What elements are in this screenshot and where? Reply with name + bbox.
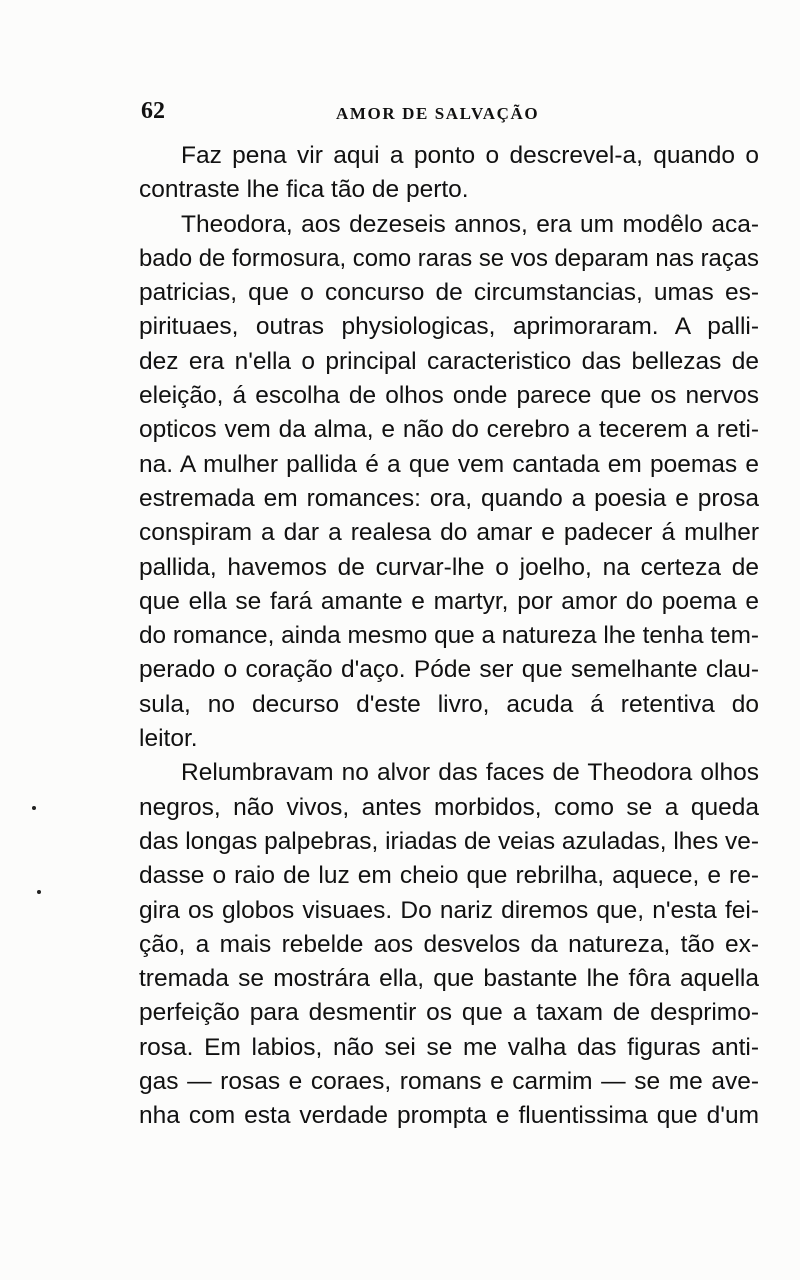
- text-line: estremada em romances: ora, quando a poesia e prosa: [139, 484, 759, 512]
- text-line: sula, no decurso d'este livro, acuda á retentiva do: [139, 690, 759, 718]
- text-line: leitor.: [139, 725, 198, 753]
- text-line: que ella se fará amante e martyr, por amor do poema e: [139, 587, 759, 615]
- text-line: conspiram a dar a realesa do amar e padecer á mulher: [139, 519, 759, 547]
- text-line: das longas palpebras, iriadas de veias azuladas, lhes ve-: [139, 827, 759, 855]
- text-line: bado de formosura, como raras se vos deparam nas raças: [139, 244, 759, 272]
- text-line: patricias, que o concurso de circumstancias, umas es-: [139, 279, 759, 307]
- text-line: pallida, havemos de curvar-lhe o joelho, na certeza de: [139, 553, 759, 581]
- text-line: gas — rosas e coraes, romans e carmim — se me ave-: [139, 1068, 759, 1096]
- body-text: [139, 139, 759, 1134]
- page-header: [141, 98, 761, 128]
- text-line: negros, não vivos, antes morbidos, como se a queda: [139, 793, 759, 821]
- text-line: Faz pena vir aqui a ponto o descrevel-a, quando o: [181, 142, 759, 169]
- text-line: do romance, ainda mesmo que a natureza lhe tenha tem-: [139, 622, 760, 650]
- text-line: opticos vem da alma, e não do cerebro a tecerem a reti-: [139, 416, 759, 444]
- print-speck: [37, 890, 41, 894]
- text-line: gira os globos visuaes. Do nariz diremos que, n'esta fei-: [139, 896, 759, 924]
- text-line: contraste lhe fica tão de perto.: [139, 176, 469, 204]
- page-number: 62: [141, 98, 165, 124]
- text-line: Theodora, aos dezeseis annos, era um modêlo aca-: [181, 210, 759, 238]
- text-line: ção, a mais rebelde aos desvelos da natureza, tão ex-: [139, 930, 759, 958]
- print-speck: [32, 806, 36, 810]
- text-line: perfeição para desmentir os que a taxam de desprimo-: [139, 999, 759, 1027]
- text-line: eleição, á escolha de olhos onde parece que os nervos: [139, 382, 759, 410]
- text-line: na. A mulher pallida é a que vem cantada em poemas e: [139, 450, 759, 478]
- text-line: pirituaes, outras physiologicas, aprimoraram. A palli-: [139, 313, 759, 341]
- text-line: dez era n'ella o principal caracteristico das bellezas de: [139, 347, 759, 375]
- text-line: tremada se mostrára ella, que bastante lhe fôra aquella: [139, 965, 759, 993]
- text-line: dasse o raio de luz em cheio que rebrilha, aquece, e re-: [139, 862, 759, 890]
- text-line: Relumbravam no alvor das faces de Theodora olhos: [181, 759, 759, 787]
- text-line: nha com esta verdade prompta e fluentissima que d'um: [139, 1102, 759, 1130]
- text-line: rosa. Em labios, não sei se me valha das figuras anti-: [139, 1033, 759, 1061]
- text-line: perado o coração d'aço. Póde ser que semelhante clau-: [139, 656, 759, 684]
- running-head: AMOR DE SALVAÇÃO: [336, 104, 540, 123]
